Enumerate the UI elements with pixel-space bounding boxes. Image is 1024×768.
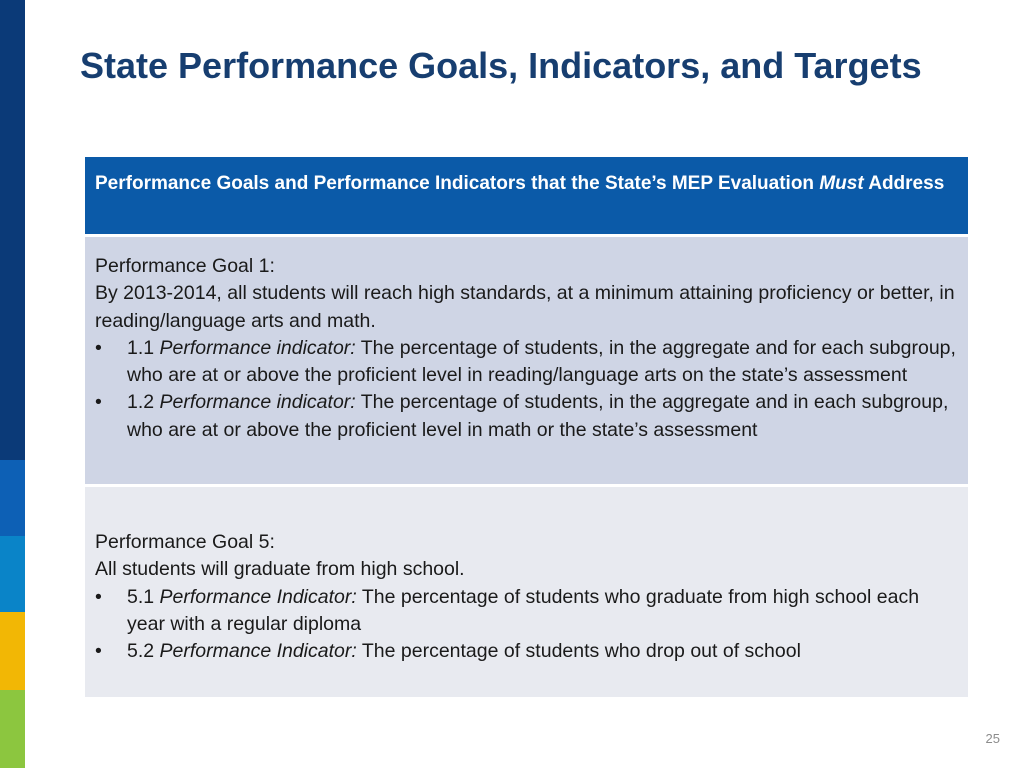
side-bar-segment-blue <box>0 460 25 536</box>
page-number: 25 <box>985 731 1000 746</box>
indicator-label: Performance indicator: <box>159 336 356 359</box>
indicator-text: The percentage of students who drop out of school <box>356 640 801 663</box>
list-item <box>95 584 958 639</box>
list-item <box>95 335 958 390</box>
indicator-number: 5.2 <box>127 640 160 663</box>
slide-title: State Performance Goals, Indicators, and Targets <box>80 45 922 86</box>
goal-1-title-text: Performance Goal 1 <box>95 255 270 277</box>
indicator-label: Performance Indicator: <box>159 640 357 663</box>
decorative-side-bar <box>0 0 25 768</box>
bullet-icon: • <box>95 391 102 414</box>
indicator-text: The percentage of students, in the aggregate and in each subgroup, who are at or above the proficient level in math or the state’s assessment <box>127 391 949 441</box>
side-bar-segment-light-blue <box>0 536 25 612</box>
table-header-text-end: Address <box>863 173 945 194</box>
indicator-number: 5.1 <box>127 585 160 608</box>
indicator-label: Performance indicator: <box>159 391 356 414</box>
indicator-text: The percentage of students, in the aggregate and for each subgroup, who are at or above the proficient level in reading/language arts on the state’s assessment <box>127 336 956 387</box>
goal-5-description: All students will graduate from high school. <box>95 558 465 581</box>
list-item <box>95 389 958 444</box>
goal-1-title <box>95 253 958 280</box>
table-row-goal-1 <box>85 237 968 484</box>
goal-1-description: By 2013-2014, all students will reach high standards, at a minimum attaining proficiency or better, in reading/language arts and math. <box>95 282 955 332</box>
indicator-number: 1.1 <box>127 336 160 359</box>
side-bar-segment-yellow <box>0 612 25 690</box>
bullet-icon: • <box>95 585 102 608</box>
goal-5-indicator-list <box>95 584 958 666</box>
indicator-text: The percentage of students who graduate from high school each year with a regular diploma <box>127 585 920 635</box>
goal-5-title: Performance Goal 5: <box>95 531 275 553</box>
list-item <box>95 638 958 665</box>
side-bar-segment-green <box>0 690 25 768</box>
side-bar-segment-navy <box>0 0 25 460</box>
table-header-text: Performance Goals and Performance Indicators that the State’s MEP Evaluation <box>95 173 820 194</box>
goal-1-indicator-list <box>95 335 958 444</box>
table-header-emphasis: Must <box>819 173 864 194</box>
goals-table <box>85 157 968 697</box>
bullet-icon: • <box>95 336 102 359</box>
bullet-icon: • <box>95 640 102 663</box>
table-header <box>85 157 968 234</box>
table-row-goal-5 <box>85 487 968 697</box>
indicator-label: Performance Indicator: <box>159 585 357 608</box>
indicator-number: 1.2 <box>127 391 160 414</box>
goal-1-title-colon: : <box>269 255 275 277</box>
